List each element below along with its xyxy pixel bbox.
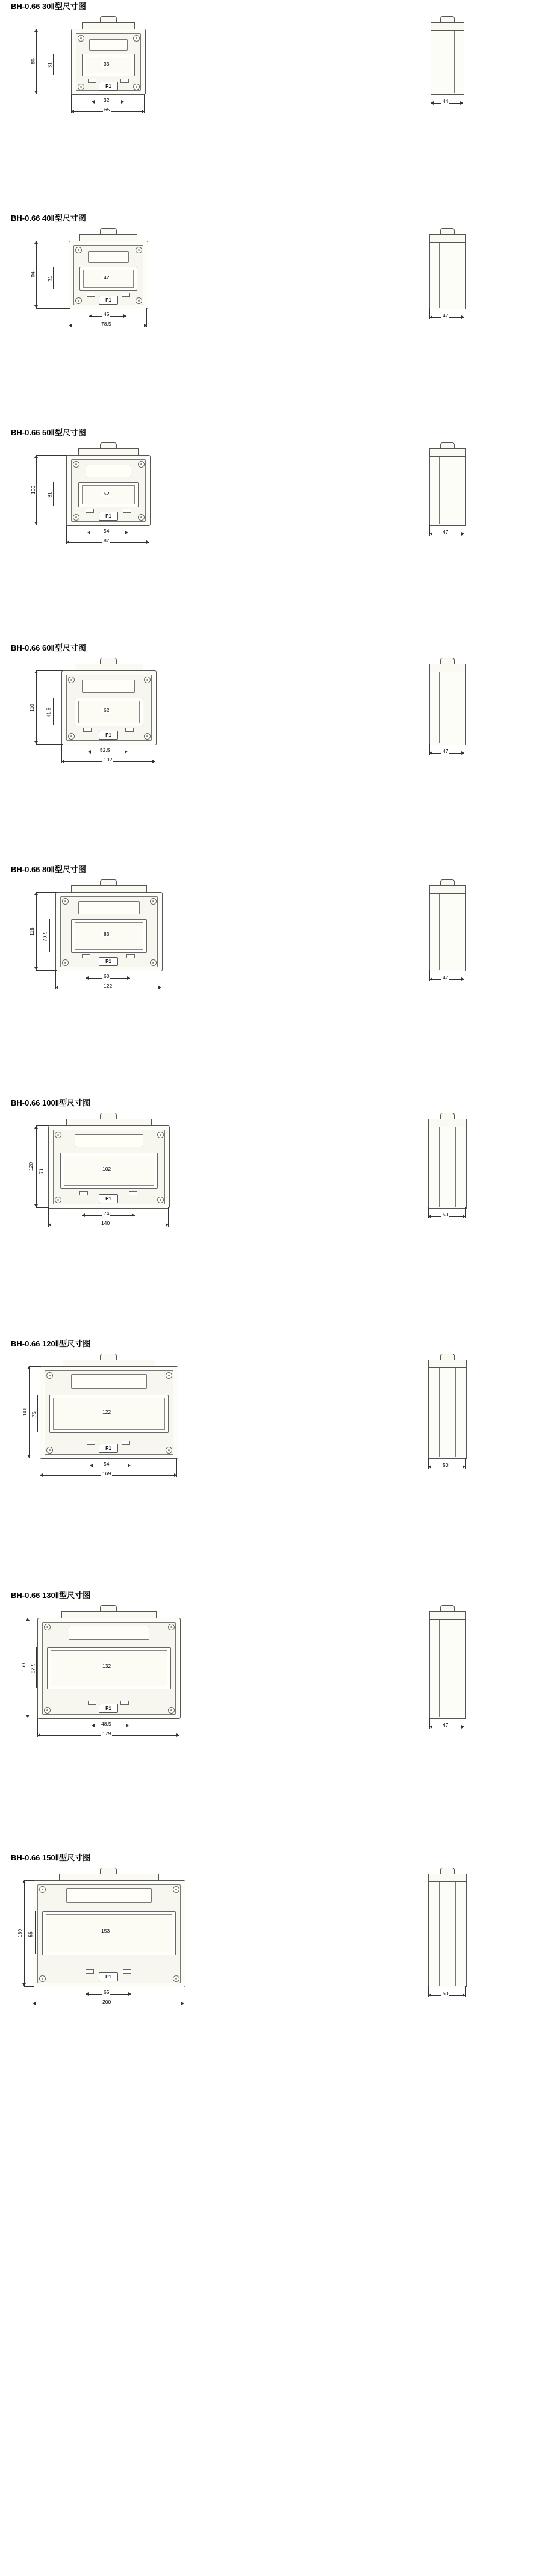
dim-side-width: 44 bbox=[443, 98, 449, 104]
dim-mount-width: 60 bbox=[104, 973, 110, 979]
ext-line bbox=[36, 1125, 49, 1126]
dim-side-width: 47 bbox=[443, 974, 449, 980]
dim-window-height: 31 bbox=[46, 492, 53, 498]
drawing-area bbox=[11, 1864, 531, 2120]
ext-line bbox=[37, 1718, 38, 1737]
ext-line bbox=[429, 525, 430, 536]
ext-line bbox=[36, 892, 57, 893]
dim-mount-width: 45 bbox=[104, 311, 110, 317]
dim-total-height: 94 bbox=[30, 271, 36, 277]
nameplate bbox=[66, 1888, 152, 1903]
block-title: BH-0.66 120Ⅱ型尺寸图 bbox=[11, 1339, 91, 1348]
dim-total-width: 140 bbox=[101, 1220, 110, 1226]
p1-marker: P1 bbox=[99, 1194, 118, 1203]
dim-mount-width: 48.5 bbox=[101, 1721, 111, 1727]
ext-line bbox=[36, 1207, 49, 1208]
p1-marker: P1 bbox=[99, 731, 118, 740]
drawing-area bbox=[11, 224, 531, 426]
dim-total-height: 110 bbox=[28, 704, 35, 712]
ext-line bbox=[465, 1458, 466, 1469]
dim-total-height: 106 bbox=[30, 485, 37, 495]
mount-screw-tl bbox=[62, 898, 69, 905]
side-view-body bbox=[428, 1881, 467, 1987]
p1-marker: P1 bbox=[99, 1444, 118, 1453]
dim-line-total-height bbox=[36, 670, 37, 744]
mount-screw-br bbox=[166, 1447, 172, 1454]
mount-screw-tr bbox=[166, 1372, 172, 1379]
dim-line-total-height bbox=[36, 241, 37, 308]
mount-screw-tr bbox=[138, 461, 145, 468]
ext-line bbox=[428, 1458, 429, 1469]
nameplate bbox=[78, 901, 140, 914]
arrow-left bbox=[88, 750, 91, 754]
dim-line-window-height bbox=[37, 1395, 38, 1432]
side-view-body bbox=[429, 242, 466, 309]
nameplate bbox=[88, 251, 129, 263]
arrow-right bbox=[126, 1724, 129, 1727]
ext-line bbox=[36, 970, 57, 971]
mount-screw-tl bbox=[75, 247, 82, 253]
arrow-right bbox=[125, 531, 128, 534]
dim-total-width: 169 bbox=[102, 1470, 111, 1476]
mount-screw-tl bbox=[39, 1886, 46, 1893]
side-edge-line bbox=[439, 1368, 440, 1457]
mount-screw-tl bbox=[73, 461, 79, 468]
terminal-right bbox=[120, 1701, 129, 1705]
dim-total-height: 86 bbox=[30, 58, 36, 64]
side-edge-line bbox=[439, 1620, 440, 1717]
dim-line-window-height bbox=[36, 1647, 37, 1688]
dim-line-total-height bbox=[36, 455, 37, 525]
dim-line-window-height bbox=[53, 698, 54, 725]
dim-mount-width: 52.5 bbox=[100, 747, 110, 753]
dim-window-height: 31 bbox=[46, 276, 53, 282]
ext-line bbox=[428, 1207, 429, 1218]
side-edge-line bbox=[439, 457, 440, 524]
dimension-block-120 bbox=[0, 1337, 542, 1589]
dim-window-width: 42 bbox=[104, 274, 110, 280]
arrow-left bbox=[90, 1464, 93, 1467]
ext-line bbox=[61, 744, 62, 763]
dimension-block-60 bbox=[0, 642, 542, 863]
side-edge-line bbox=[439, 894, 440, 970]
dim-total-width: 122 bbox=[104, 983, 113, 989]
ext-line bbox=[465, 1207, 466, 1218]
dim-line-total-height bbox=[29, 1366, 30, 1458]
dim-line-total-height bbox=[36, 1125, 37, 1207]
block-title: BH-0.66 50Ⅱ型尺寸图 bbox=[11, 428, 86, 437]
mount-screw-br bbox=[138, 514, 145, 521]
dim-total-width: 179 bbox=[102, 1730, 111, 1736]
ext-line bbox=[176, 1458, 177, 1477]
terminal-right bbox=[123, 1969, 131, 1974]
nameplate bbox=[86, 465, 131, 477]
terminal-right bbox=[122, 1441, 130, 1445]
arrow-right bbox=[128, 1992, 131, 1996]
ext-line bbox=[465, 1986, 466, 1997]
dim-window-width: 83 bbox=[104, 931, 110, 937]
p1-marker: P1 bbox=[99, 296, 118, 305]
side-edge-line bbox=[454, 31, 455, 93]
dimension-block-80 bbox=[0, 863, 542, 1097]
terminal-left bbox=[79, 1191, 88, 1195]
side-view-body bbox=[428, 1127, 467, 1209]
p1-marker: P1 bbox=[99, 82, 118, 91]
arrow-right bbox=[125, 750, 128, 754]
dim-window-width: 122 bbox=[102, 1409, 111, 1415]
arrow-left bbox=[86, 976, 89, 980]
block-title: BH-0.66 40Ⅱ型尺寸图 bbox=[11, 214, 86, 223]
ext-line bbox=[428, 1986, 429, 1997]
nameplate bbox=[69, 1626, 149, 1640]
dim-window-height: 31 bbox=[46, 62, 53, 68]
mount-screw-bl bbox=[73, 514, 79, 521]
ext-line bbox=[429, 744, 430, 755]
arrow-left bbox=[92, 1724, 95, 1727]
dim-line-window-height bbox=[53, 482, 54, 506]
dim-total-width: 65 bbox=[104, 107, 110, 113]
terminal-right bbox=[125, 728, 134, 732]
mount-screw-tr bbox=[168, 1624, 175, 1630]
dim-window-height: 55 bbox=[27, 1931, 34, 1937]
terminal-left bbox=[87, 293, 95, 297]
side-edge-line bbox=[439, 243, 440, 308]
mount-screw-bl bbox=[39, 1975, 46, 1982]
mount-screw-bl bbox=[46, 1447, 53, 1454]
side-edge-line bbox=[455, 1368, 456, 1457]
terminal-right bbox=[120, 79, 129, 83]
terminal-left bbox=[88, 1701, 96, 1705]
drawing-area bbox=[11, 1109, 531, 1337]
ext-line bbox=[144, 94, 145, 113]
nameplate bbox=[71, 1374, 147, 1389]
mount-screw-bl bbox=[55, 1197, 61, 1203]
dim-window-width: 33 bbox=[104, 61, 110, 67]
arrow-right bbox=[121, 100, 124, 104]
ext-line bbox=[36, 308, 70, 309]
dim-window-height: 87.5 bbox=[30, 1663, 36, 1674]
p1-marker: P1 bbox=[99, 512, 118, 521]
drawing-area bbox=[11, 1602, 531, 1851]
arrow-left bbox=[92, 100, 95, 104]
dimension-block-100 bbox=[0, 1097, 542, 1337]
arrow-left bbox=[87, 531, 90, 534]
mount-screw-tl bbox=[46, 1372, 53, 1379]
mount-screw-tr bbox=[173, 1886, 179, 1893]
block-title: BH-0.66 130Ⅱ型尺寸图 bbox=[11, 1591, 91, 1600]
mount-screw-br bbox=[133, 84, 140, 90]
mount-screw-tr bbox=[144, 677, 151, 683]
arrow-left bbox=[89, 314, 92, 318]
ext-line bbox=[48, 1207, 49, 1227]
dim-side-width: 50 bbox=[443, 1212, 449, 1218]
mount-screw-bl bbox=[78, 84, 84, 90]
dim-total-width: 200 bbox=[102, 1999, 111, 2005]
dim-window-height: 41.5 bbox=[45, 707, 52, 718]
ext-line bbox=[71, 94, 72, 113]
mount-screw-bl bbox=[68, 733, 75, 740]
dim-side-width: 50 bbox=[443, 1462, 449, 1468]
arrow-right bbox=[123, 314, 126, 318]
dim-mount-width: 65 bbox=[104, 1989, 110, 1995]
dim-line-total-height bbox=[36, 892, 37, 970]
mount-screw-br bbox=[150, 959, 157, 966]
dim-total-height: 118 bbox=[28, 927, 35, 936]
arrow-right bbox=[132, 1213, 135, 1217]
mount-screw-tl bbox=[55, 1132, 61, 1138]
dim-mount-width: 54 bbox=[104, 528, 110, 534]
terminal-right bbox=[122, 293, 130, 297]
mount-screw-tl bbox=[78, 35, 84, 42]
dim-line-window-height bbox=[35, 1911, 36, 1954]
dim-line-window-height bbox=[53, 54, 54, 75]
side-edge-line bbox=[439, 1882, 440, 1986]
side-view-body bbox=[429, 1619, 466, 1719]
p1-marker: P1 bbox=[99, 1972, 118, 1981]
dim-window-height: 70.5 bbox=[42, 931, 48, 942]
dim-window-width: 153 bbox=[101, 1928, 110, 1934]
mount-screw-tl bbox=[68, 677, 75, 683]
mount-screw-br bbox=[136, 297, 142, 304]
mount-screw-tl bbox=[44, 1624, 51, 1630]
terminal-left bbox=[87, 1441, 95, 1445]
dim-side-width: 50 bbox=[443, 1990, 449, 1996]
dim-total-height: 169 bbox=[17, 1928, 23, 1938]
nameplate bbox=[89, 39, 128, 51]
arrow-right bbox=[128, 1464, 131, 1467]
mount-screw-br bbox=[173, 1975, 179, 1982]
dim-total-width: 87 bbox=[104, 537, 110, 543]
dim-side-width: 47 bbox=[443, 529, 449, 535]
side-view-body bbox=[428, 1367, 467, 1459]
side-view-body bbox=[431, 30, 464, 95]
dim-side-width: 47 bbox=[443, 1722, 449, 1728]
terminal-right bbox=[126, 954, 135, 958]
terminal-left bbox=[86, 509, 94, 513]
side-edge-line bbox=[439, 1127, 440, 1207]
p1-marker: P1 bbox=[99, 1704, 118, 1713]
block-title: BH-0.66 100Ⅱ型尺寸图 bbox=[11, 1098, 91, 1107]
ext-line bbox=[168, 1207, 169, 1227]
mount-screw-br bbox=[157, 1197, 164, 1203]
dim-total-height: 160 bbox=[20, 1662, 27, 1672]
side-view-body bbox=[429, 456, 466, 526]
mount-screw-bl bbox=[75, 297, 82, 304]
dim-total-height: 141 bbox=[22, 1407, 28, 1417]
side-view-body bbox=[429, 893, 466, 971]
nameplate bbox=[75, 1134, 143, 1147]
mount-screw-tr bbox=[157, 1132, 164, 1138]
dimension-block-130 bbox=[0, 1589, 542, 1851]
mount-screw-tr bbox=[136, 247, 142, 253]
ext-line bbox=[24, 1880, 34, 1881]
drawing-area bbox=[11, 876, 531, 1096]
side-edge-line bbox=[455, 1882, 456, 1986]
drawing-area bbox=[11, 439, 531, 641]
side-view-body bbox=[429, 672, 466, 745]
dimension-block-40 bbox=[0, 212, 542, 426]
arrow-left bbox=[82, 1213, 85, 1217]
dim-side-width: 47 bbox=[443, 312, 449, 318]
block-title: BH-0.66 80Ⅱ型尺寸图 bbox=[11, 865, 86, 874]
block-title: BH-0.66 60Ⅱ型尺寸图 bbox=[11, 643, 86, 652]
dimension-block-30 bbox=[0, 0, 542, 212]
side-edge-line bbox=[439, 672, 440, 743]
block-title: BH-0.66 150Ⅱ型尺寸图 bbox=[11, 1853, 91, 1862]
dim-line-window-height bbox=[53, 267, 54, 289]
drawing-area bbox=[11, 1350, 531, 1588]
dim-mount-width: 54 bbox=[104, 1461, 110, 1467]
mount-screw-br bbox=[144, 733, 151, 740]
dim-window-height: 75 bbox=[31, 1411, 37, 1417]
block-title: BH-0.66 30Ⅱ型尺寸图 bbox=[11, 2, 86, 11]
ext-line bbox=[429, 1718, 430, 1729]
drawing-area bbox=[11, 13, 531, 211]
p1-marker: P1 bbox=[99, 957, 118, 966]
ext-line bbox=[429, 970, 430, 981]
side-edge-line bbox=[455, 1127, 456, 1207]
terminal-left bbox=[83, 728, 92, 732]
dim-window-height: 71 bbox=[38, 1168, 45, 1174]
dim-total-width: 78.5 bbox=[101, 321, 111, 327]
dim-side-width: 47 bbox=[443, 748, 449, 754]
dim-line-total-height bbox=[24, 1880, 25, 1986]
dim-window-width: 62 bbox=[104, 707, 110, 713]
dim-mount-width: 32 bbox=[104, 97, 110, 103]
ext-line bbox=[36, 455, 67, 456]
dimension-block-150 bbox=[0, 1851, 542, 2121]
mount-screw-bl bbox=[44, 1707, 51, 1714]
mount-screw-tr bbox=[150, 898, 157, 905]
dim-window-width: 102 bbox=[102, 1166, 111, 1172]
terminal-left bbox=[86, 1969, 94, 1974]
mount-screw-bl bbox=[62, 959, 69, 966]
mount-screw-br bbox=[168, 1707, 175, 1714]
ext-line bbox=[146, 308, 147, 327]
dim-window-width: 52 bbox=[104, 491, 110, 497]
ext-line bbox=[36, 670, 63, 671]
arrow-left bbox=[86, 1992, 89, 1996]
terminal-right bbox=[123, 509, 131, 513]
terminal-left bbox=[88, 79, 96, 83]
terminal-right bbox=[129, 1191, 137, 1195]
dimension-block-50 bbox=[0, 426, 542, 642]
dim-total-width: 102 bbox=[104, 757, 113, 763]
drawing-area bbox=[11, 654, 531, 862]
dim-line-total-height bbox=[36, 29, 37, 94]
nameplate bbox=[82, 680, 135, 693]
dim-total-height: 120 bbox=[28, 1162, 34, 1171]
ext-line bbox=[55, 970, 56, 989]
dim-mount-width: 74 bbox=[104, 1210, 110, 1216]
dim-line-window-height bbox=[49, 919, 50, 952]
ext-line bbox=[36, 744, 63, 745]
ext-line bbox=[429, 308, 430, 319]
dim-window-width: 132 bbox=[102, 1663, 111, 1669]
ext-line bbox=[66, 525, 67, 544]
arrow-right bbox=[127, 976, 130, 980]
mount-screw-tr bbox=[133, 35, 140, 42]
terminal-left bbox=[82, 954, 90, 958]
ext-line bbox=[29, 1366, 41, 1367]
